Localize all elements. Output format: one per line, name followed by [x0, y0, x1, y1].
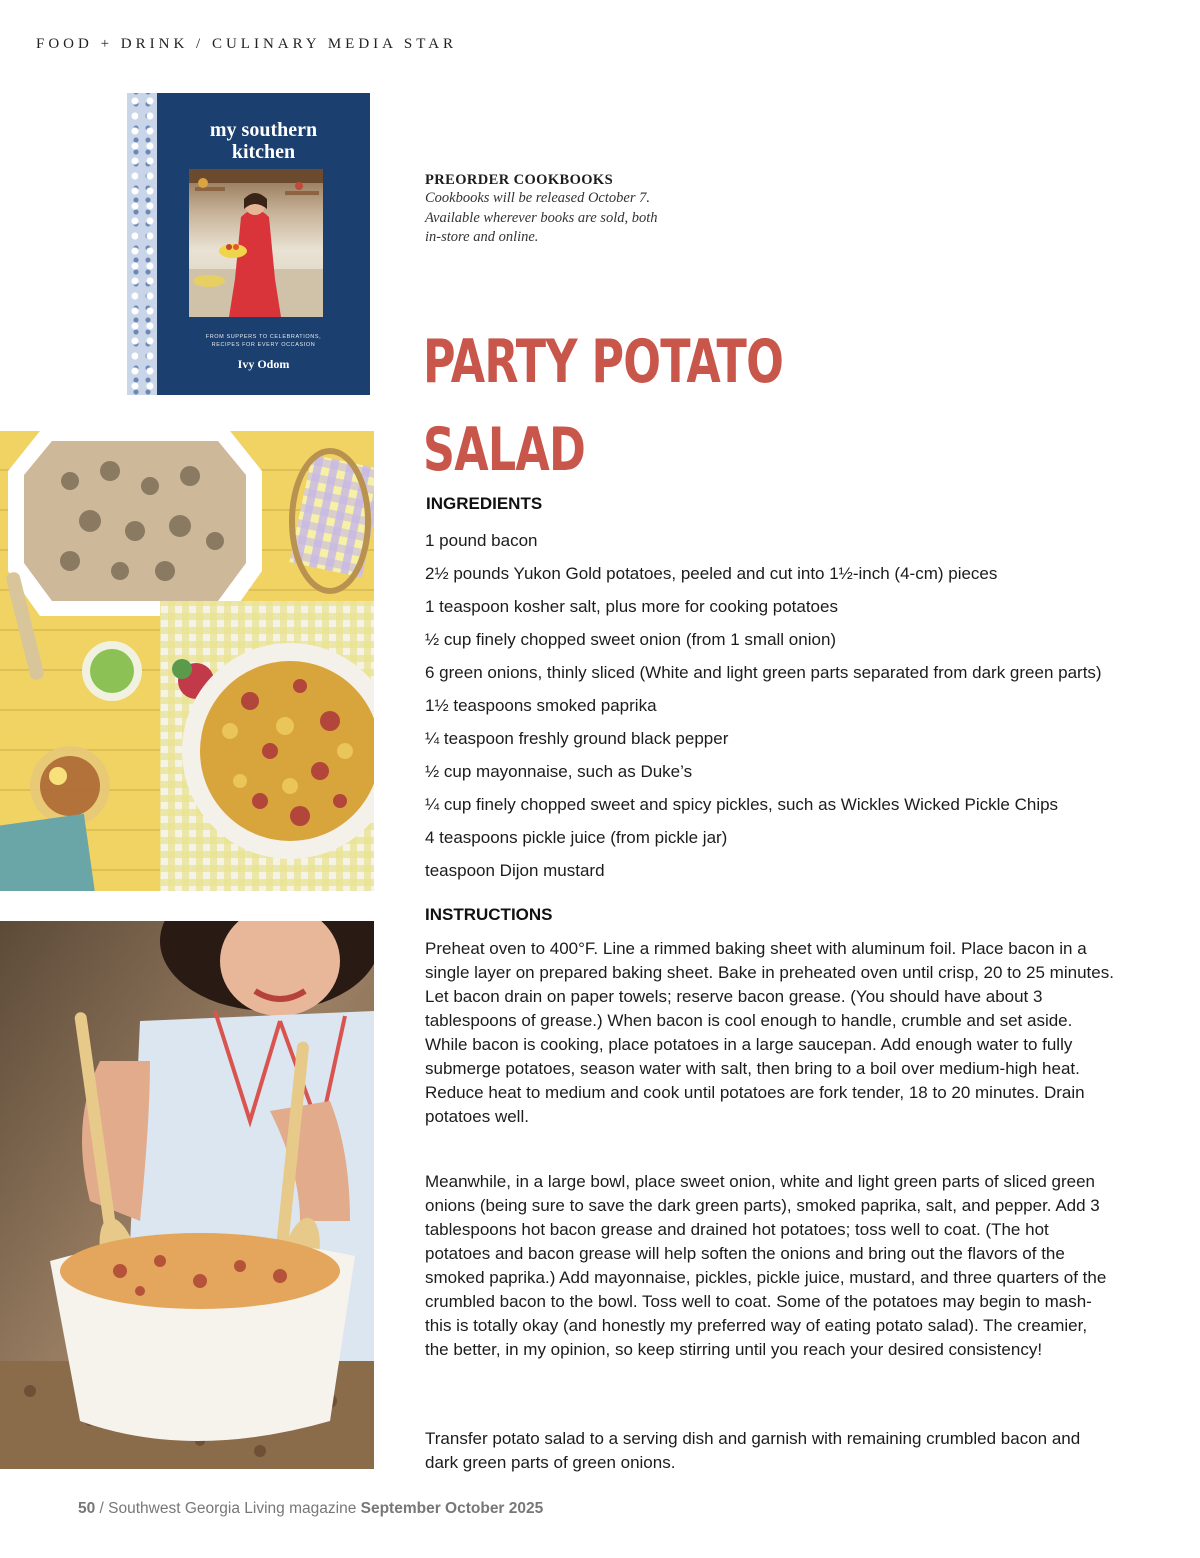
- ingredient-item: 1 teaspoon kosher salt, plus more for cooking potatoes: [425, 597, 838, 616]
- section-label: FOOD + DRINK / CULINARY MEDIA STAR: [36, 36, 458, 52]
- recipe-title-line2: SALAD: [423, 415, 586, 485]
- instruction-paragraph: Meanwhile, in a large bowl, place sweet onion, white and light green parts of sliced green onions (being sure to save the dark green parts), smoked paprika, salt, and pepper. Add 3 tablespoons hot bacon grease and drained hot potatoes; toss well to coat. (The hot potatoes and bacon grease will help soften the onions and bring out the flavors of the smoked paprika.) Add mayonnaise, pickles, pickle juice, mustard, and three quarters of the crumbled bacon to the bowl. Toss well to coat. Some of the potatoes may begin to mash-this is totally okay (and honestly my preferred way of eating potato salad). The creamier, the better, in my opinion, so keep stirring until you reach your desired consistency!: [425, 1172, 1107, 1359]
- preorder-line: Cookbooks will be released October 7.: [425, 190, 650, 206]
- publication-name: / Southwest Georgia Living magazine: [95, 1500, 361, 1517]
- ingredient-item: 1 pound bacon: [425, 531, 538, 550]
- instructions-heading: INSTRUCTIONS: [425, 905, 553, 924]
- tossing-salad-photo: [0, 921, 374, 1469]
- cover-subtitle-line1: FROM SUPPERS TO CELEBRATIONS,: [205, 334, 322, 340]
- cookbook-cover: [127, 93, 370, 395]
- page-number: 50: [78, 1500, 96, 1517]
- preorder-line: Available wherever books are sold, both: [425, 209, 658, 226]
- ingredients-list: [425, 524, 1165, 887]
- ingredient-item: 4 teaspoons pickle juice (from pickle jar): [425, 828, 728, 847]
- cover-title-line2: kitchen: [231, 141, 296, 163]
- cover-kitchen-illustration: [189, 169, 323, 317]
- cover-floral-pattern: [127, 93, 157, 395]
- ingredients-heading: INGREDIENTS: [426, 494, 543, 513]
- instruction-paragraph: Transfer potato salad to a serving dish and garnish with remaining crumbled bacon and dark green parts of green onions.: [425, 1429, 1081, 1472]
- cover-title-line1: my southern: [209, 119, 318, 141]
- preorder-heading: PREORDER COOKBOOKS: [425, 172, 614, 188]
- ingredient-item: teaspoon Dijon mustard: [425, 861, 605, 880]
- recipe-title-line1: PARTY POTATO: [423, 327, 784, 397]
- ingredient-item: ¼ cup finely chopped sweet and spicy pickles, such as Wickles Wicked Pickle Chips: [425, 795, 1059, 814]
- instruction-paragraph: Preheat oven to 400°F. Line a rimmed baking sheet with aluminum foil. Place bacon in a single layer on prepared baking sheet. Bake in preheated oven until crisp, 20 to 25 minutes. Let bacon drain on paper towels; reserve bacon grease. (You should have about 3 tablespoons of grease.) When bacon is cool enough to handle, crumble and set aside. While bacon is cooking, place potatoes in a large saucepan. Add enough water to fully submerge potatoes, season water with salt, then bring to a boil over medium-high heat. Reduce heat to medium and cook until potatoes are fork tender, 18 to 20 minutes. Drain potatoes well.: [425, 939, 1114, 1126]
- cover-subtitle-line2: RECIPES FOR EVERY OCCASION: [211, 342, 316, 348]
- ingredient-item: ½ cup mayonnaise, such as Duke’s: [425, 762, 693, 781]
- ingredient-item: ½ cup finely chopped sweet onion (from 1 small onion): [425, 630, 837, 649]
- ingredient-item: 2½ pounds Yukon Gold potatoes, peeled and cut into 1½-inch (4-cm) pieces: [425, 564, 998, 583]
- ingredient-item: 1½ teaspoons smoked paprika: [425, 696, 657, 715]
- ingredient-item: ¼ teaspoon freshly ground black pepper: [425, 729, 729, 748]
- page-footer: [78, 1500, 543, 1518]
- preorder-line: in-store and online.: [425, 229, 539, 245]
- cover-title: [157, 119, 370, 163]
- cover-subtitle: [157, 333, 370, 349]
- potato-salad-table-photo: [0, 431, 374, 891]
- cover-author: Ivy Odom: [237, 357, 290, 371]
- preorder-block: [425, 172, 725, 248]
- ingredient-item: 6 green onions, thinly sliced (White and light green parts separated from dark green parts): [425, 663, 1102, 682]
- recipe-title: [423, 318, 783, 494]
- issue-date: September October 2025: [360, 1500, 544, 1517]
